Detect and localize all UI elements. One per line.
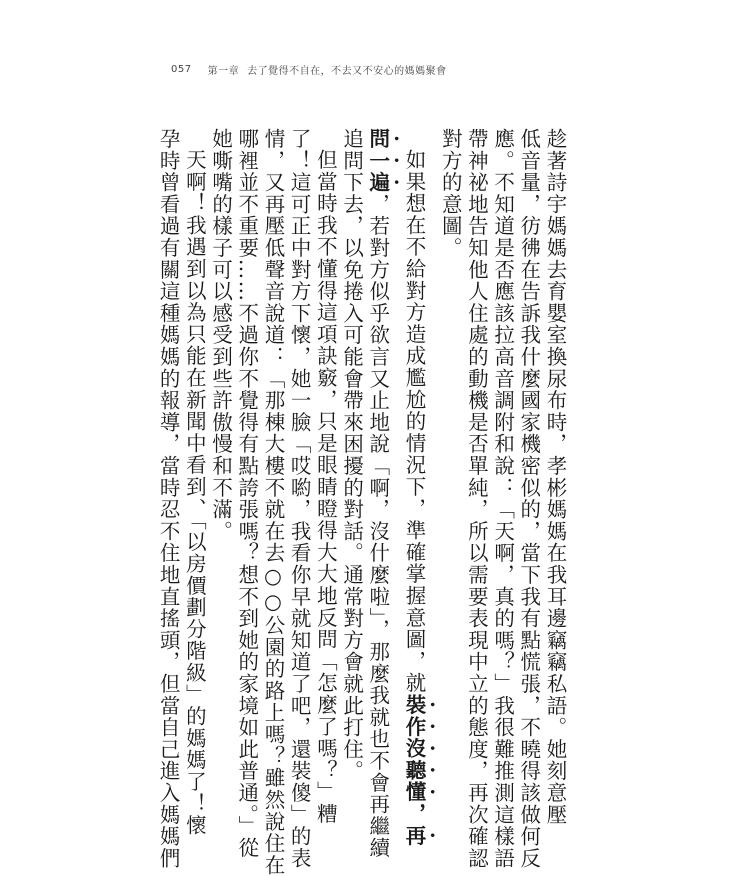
text-column: 應。不知道是否應該拉高音調附和說：「天啊，真的嗎？」我很難推測這樣語 [490, 128, 515, 870]
column-text: ，若對方似乎欲言又止地說「啊，沒什麼啦」，那麼我就也不會再繼續 [365, 193, 390, 859]
text-column: 她嘶嘴的樣子可以感受到些許傲慢和不滿。 [208, 128, 233, 543]
running-header [171, 62, 447, 77]
emphasized-phrase: 裝作沒聽懂，再 [401, 693, 426, 847]
text-column: 但當時我不懂得這項訣竅，只是眼睛瞪得大大地反問「怎麼了嗎？」糟 [313, 148, 338, 825]
column-text: 如果想在不給對方造成尷尬的情況下，準確掌握意圖，就 [401, 148, 426, 694]
vertical-body-text [156, 128, 568, 876]
text-column: 情，又再壓低聲音說道：「那棟大樓不就在去○○公園的路上嗎？雖然說住在 [260, 128, 285, 876]
text-column: 追問下去，以免捲入可能會帶來困擾的對話。通常對方會就此打住。 [339, 128, 364, 782]
text-column: 哪裡並不重要……不過你不覺得有點誇張嗎？想不到她的家境如此普通。」從 [234, 128, 259, 859]
page-number: 057 [171, 64, 192, 75]
text-column: 對方的意圖。 [438, 128, 463, 259]
text-column [401, 128, 437, 847]
text-column [365, 128, 401, 859]
emphasized-phrase: 問一遍 [365, 128, 390, 194]
text-column: 帶神祕地告知他人住處的動機是否單純，所以需要表現中立的態度，再次確認 [464, 128, 489, 870]
text-column: 天啊！我遇到以為只能在新聞中看到、「以房價劃分階級」的媽媽了！懷 [182, 148, 207, 836]
text-column: 了！這可正中對方下懷，她一臉「哎喲，我看你早就知道了吧，還裝傻」的表 [287, 128, 312, 870]
chapter-label: 第一章 [207, 66, 240, 77]
text-column: 低音量，彷彿在告訴我什麼國家機密似的，當下我有點慌張，不曉得該做何反 [516, 128, 541, 870]
chapter-title: 去了覺得不自在，不去又不安心的媽媽聚會 [247, 66, 447, 77]
text-column: 趁著詩宇媽媽去育嬰室換尿布時，孝彬媽媽在我耳邊竊竊私語。她刻意壓 [543, 128, 567, 826]
text-column: 孕時曾看過有關這種媽媽的報導，當時忍不住地直搖頭，但當自己進入媽媽們 [156, 128, 181, 870]
